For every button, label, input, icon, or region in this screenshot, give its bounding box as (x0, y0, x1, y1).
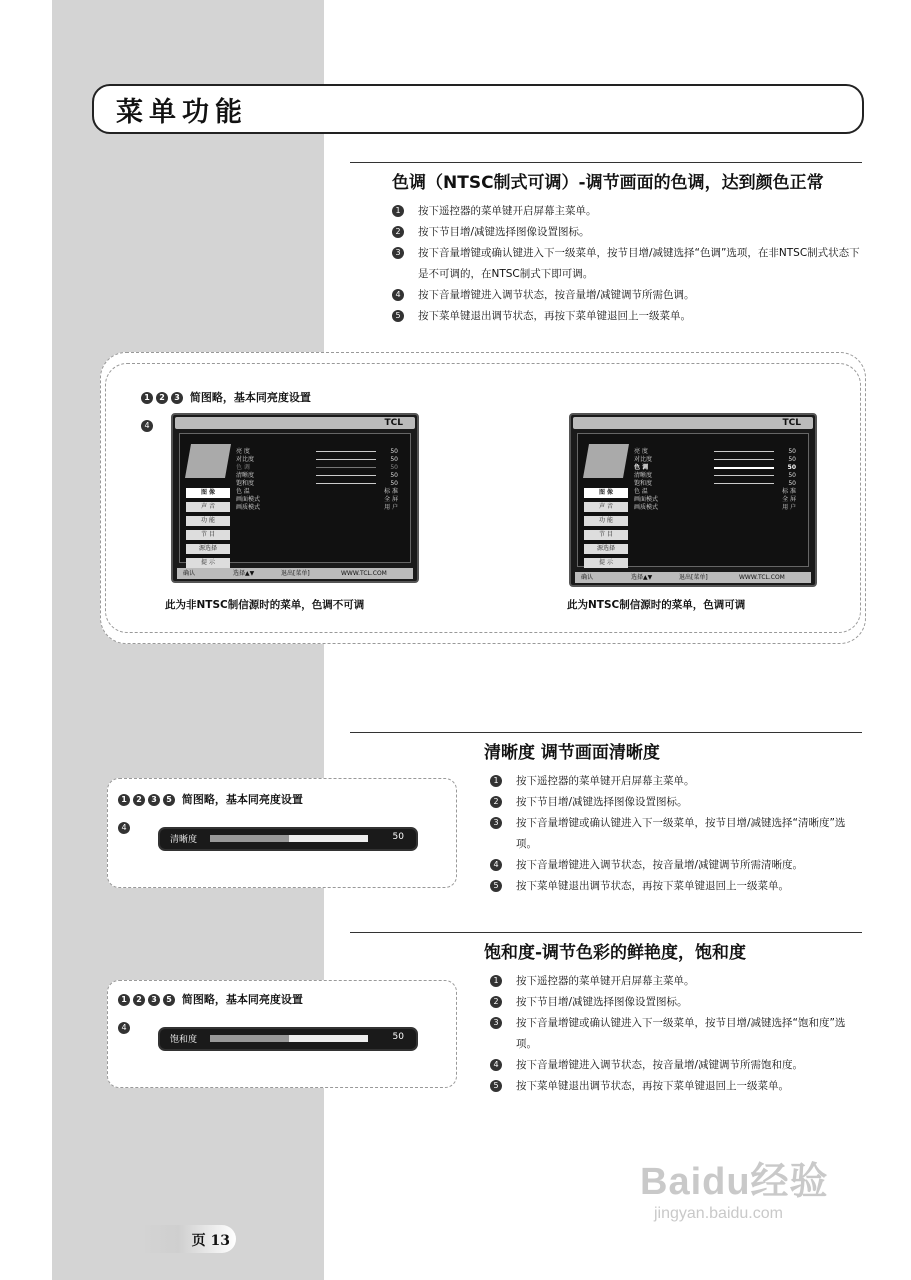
tv-brand: TCL (573, 417, 813, 429)
step-item: 2 按下节目增/减键选择图像设置图标。 (490, 792, 862, 813)
menu-button: 功 能 (584, 516, 628, 526)
page-number: 页 13 (191, 1233, 230, 1249)
menu-button: 声 音 (186, 502, 230, 512)
menu-row: 对比度 50 (236, 456, 398, 463)
page-number-tab (140, 1225, 236, 1253)
step-item: 5 按下菜单键退出调节状态，再按下菜单键退回上一级菜单。 (490, 1076, 862, 1097)
step-number-icon: 1 (490, 975, 502, 987)
menu-row: 色 调 50 (236, 464, 398, 471)
menu-row: 色 温 标 准 (236, 488, 398, 495)
tv-menu-ntsc (569, 413, 817, 587)
menu-row: 色 调 50 (634, 464, 796, 471)
menu-button: 功 能 (186, 516, 230, 526)
picture-icon (583, 444, 629, 478)
slider-fill (210, 1035, 289, 1042)
step-item: 2 按下节目增/减键选择图像设置图标。 (392, 222, 862, 243)
menu-button: 声 音 (584, 502, 628, 512)
step-number-icon: 5 (490, 880, 502, 892)
menu-row: 饱和度 50 (634, 480, 796, 487)
section-heading: 饱和度-调节色彩的鲜艳度，饱和度 (350, 932, 862, 963)
tv-brand: TCL (175, 417, 415, 429)
menu-row: 色 温 标 准 (634, 488, 796, 495)
step-item: 3 按下音量增键或确认键进入下一级菜单，按节目增/减键选择“饱和度”选项。 (490, 1013, 862, 1055)
step-item: 3 按下音量增键或确认键进入下一级菜单，按节目增/减键选择“色调”选项，在非NTSC制式状态下是不可调的，在NTSC制式下即可调。 (392, 243, 862, 285)
section-hue (350, 162, 862, 327)
panel-note: 1 2 3 5 简图略，基本同亮度设置 (118, 791, 303, 807)
left-margin (0, 0, 52, 1280)
tv-menu-non-ntsc (171, 413, 419, 583)
page-title-bar (92, 84, 864, 134)
step-item: 1 按下遥控器的菜单键开启屏幕主菜单。 (392, 201, 862, 222)
menu-button: 节 目 (584, 530, 628, 540)
section-heading: 清晰度 调节画面清晰度 (350, 732, 862, 763)
step-item: 1 按下遥控器的菜单键开启屏幕主菜单。 (490, 771, 862, 792)
menu-row: 饱和度 50 (236, 480, 398, 487)
step-number-icon: 5 (490, 1080, 502, 1092)
tv-bottom-bar: 确认 选择▲▼ 退出[菜单] WWW.TCL.COM (177, 568, 413, 579)
caption-non-ntsc: 此为非NTSC制信源时的菜单，色调不可调 (165, 599, 365, 611)
tv-bottom-bar: 确认 选择▲▼ 退出[菜单] WWW.TCL.COM (575, 572, 811, 583)
page-title: 菜单功能 (116, 97, 248, 128)
step-list (350, 201, 862, 327)
section-heading: 色调（NTSC制式可调）-调节画面的色调，达到颜色正常 (350, 162, 862, 193)
menu-button: 图 像 (186, 488, 230, 498)
step-item: 5 按下菜单键退出调节状态，再按下菜单键退回上一级菜单。 (392, 306, 862, 327)
step-item: 5 按下菜单键退出调节状态，再按下菜单键退回上一级菜单。 (490, 876, 862, 897)
step-number-icon: 2 (490, 796, 502, 808)
panel-note: 1 2 3 5 简图略，基本同亮度设置 (118, 991, 303, 1007)
menu-row: 清晰度 50 (634, 472, 796, 479)
menu-row: 亮 度 50 (634, 448, 796, 455)
step-item: 4 按下音量增键进入调节状态，按音量增/减键调节所需色调。 (392, 285, 862, 306)
step-number-icon: 5 (392, 310, 404, 322)
menu-row: 画质模式 用 户 (634, 504, 796, 511)
step-number-icon: 3 (490, 817, 502, 829)
panel-note: 1 2 3 简图略，基本同亮度设置 (141, 389, 311, 405)
watermark-brand: Baidu经验 (640, 1161, 829, 1203)
step-number-icon: 4 (141, 420, 153, 432)
menu-button: 源选择 (584, 544, 628, 554)
sharpness-panel (107, 778, 457, 888)
saturation-panel (107, 980, 457, 1088)
sharpness-slider: 清晰度 50 (158, 827, 418, 851)
menu-illustration-panel (100, 352, 866, 644)
menu-row: 画面模式 全 屏 (634, 496, 796, 503)
step-number-icon: 2 (490, 996, 502, 1008)
menu-button: 提 示 (584, 558, 628, 568)
saturation-slider: 饱和度 50 (158, 1027, 418, 1051)
step-item: 3 按下音量增键或确认键进入下一级菜单，按节目增/减键选择“清晰度”选项。 (490, 813, 862, 855)
step-number-icon: 1 (392, 205, 404, 217)
step-item: 4 按下音量增键进入调节状态，按音量增/减键调节所需饱和度。 (490, 1055, 862, 1076)
step-item: 4 按下音量增键进入调节状态，按音量增/减键调节所需清晰度。 (490, 855, 862, 876)
picture-icon (185, 444, 231, 478)
step-number-icon: 3 (490, 1017, 502, 1029)
step-item: 2 按下节目增/减键选择图像设置图标。 (490, 992, 862, 1013)
baidu-watermark (640, 1150, 870, 1250)
menu-row: 清晰度 50 (236, 472, 398, 479)
slider-fill (210, 835, 289, 842)
menu-button: 提 示 (186, 558, 230, 568)
step-number-icon: 4 (118, 1022, 130, 1034)
step-number-icon: 2 (392, 226, 404, 238)
menu-row: 对比度 50 (634, 456, 796, 463)
step-number-icon: 4 (118, 822, 130, 834)
step-number-icon: 1 (490, 775, 502, 787)
menu-row: 画质模式 用 户 (236, 504, 398, 511)
menu-button: 图 像 (584, 488, 628, 498)
menu-row: 画面模式 全 屏 (236, 496, 398, 503)
menu-button: 源选择 (186, 544, 230, 554)
caption-ntsc: 此为NTSC制信源时的菜单，色调可调 (567, 599, 746, 611)
step-number-icon: 3 (392, 247, 404, 259)
step-item: 1 按下遥控器的菜单键开启屏幕主菜单。 (490, 971, 862, 992)
step-number-icon: 4 (490, 1059, 502, 1071)
menu-button: 节 目 (186, 530, 230, 540)
step-number-icon: 4 (490, 859, 502, 871)
step-number-icon: 4 (392, 289, 404, 301)
menu-row: 亮 度 50 (236, 448, 398, 455)
watermark-url: jingyan.baidu.com (654, 1205, 783, 1222)
